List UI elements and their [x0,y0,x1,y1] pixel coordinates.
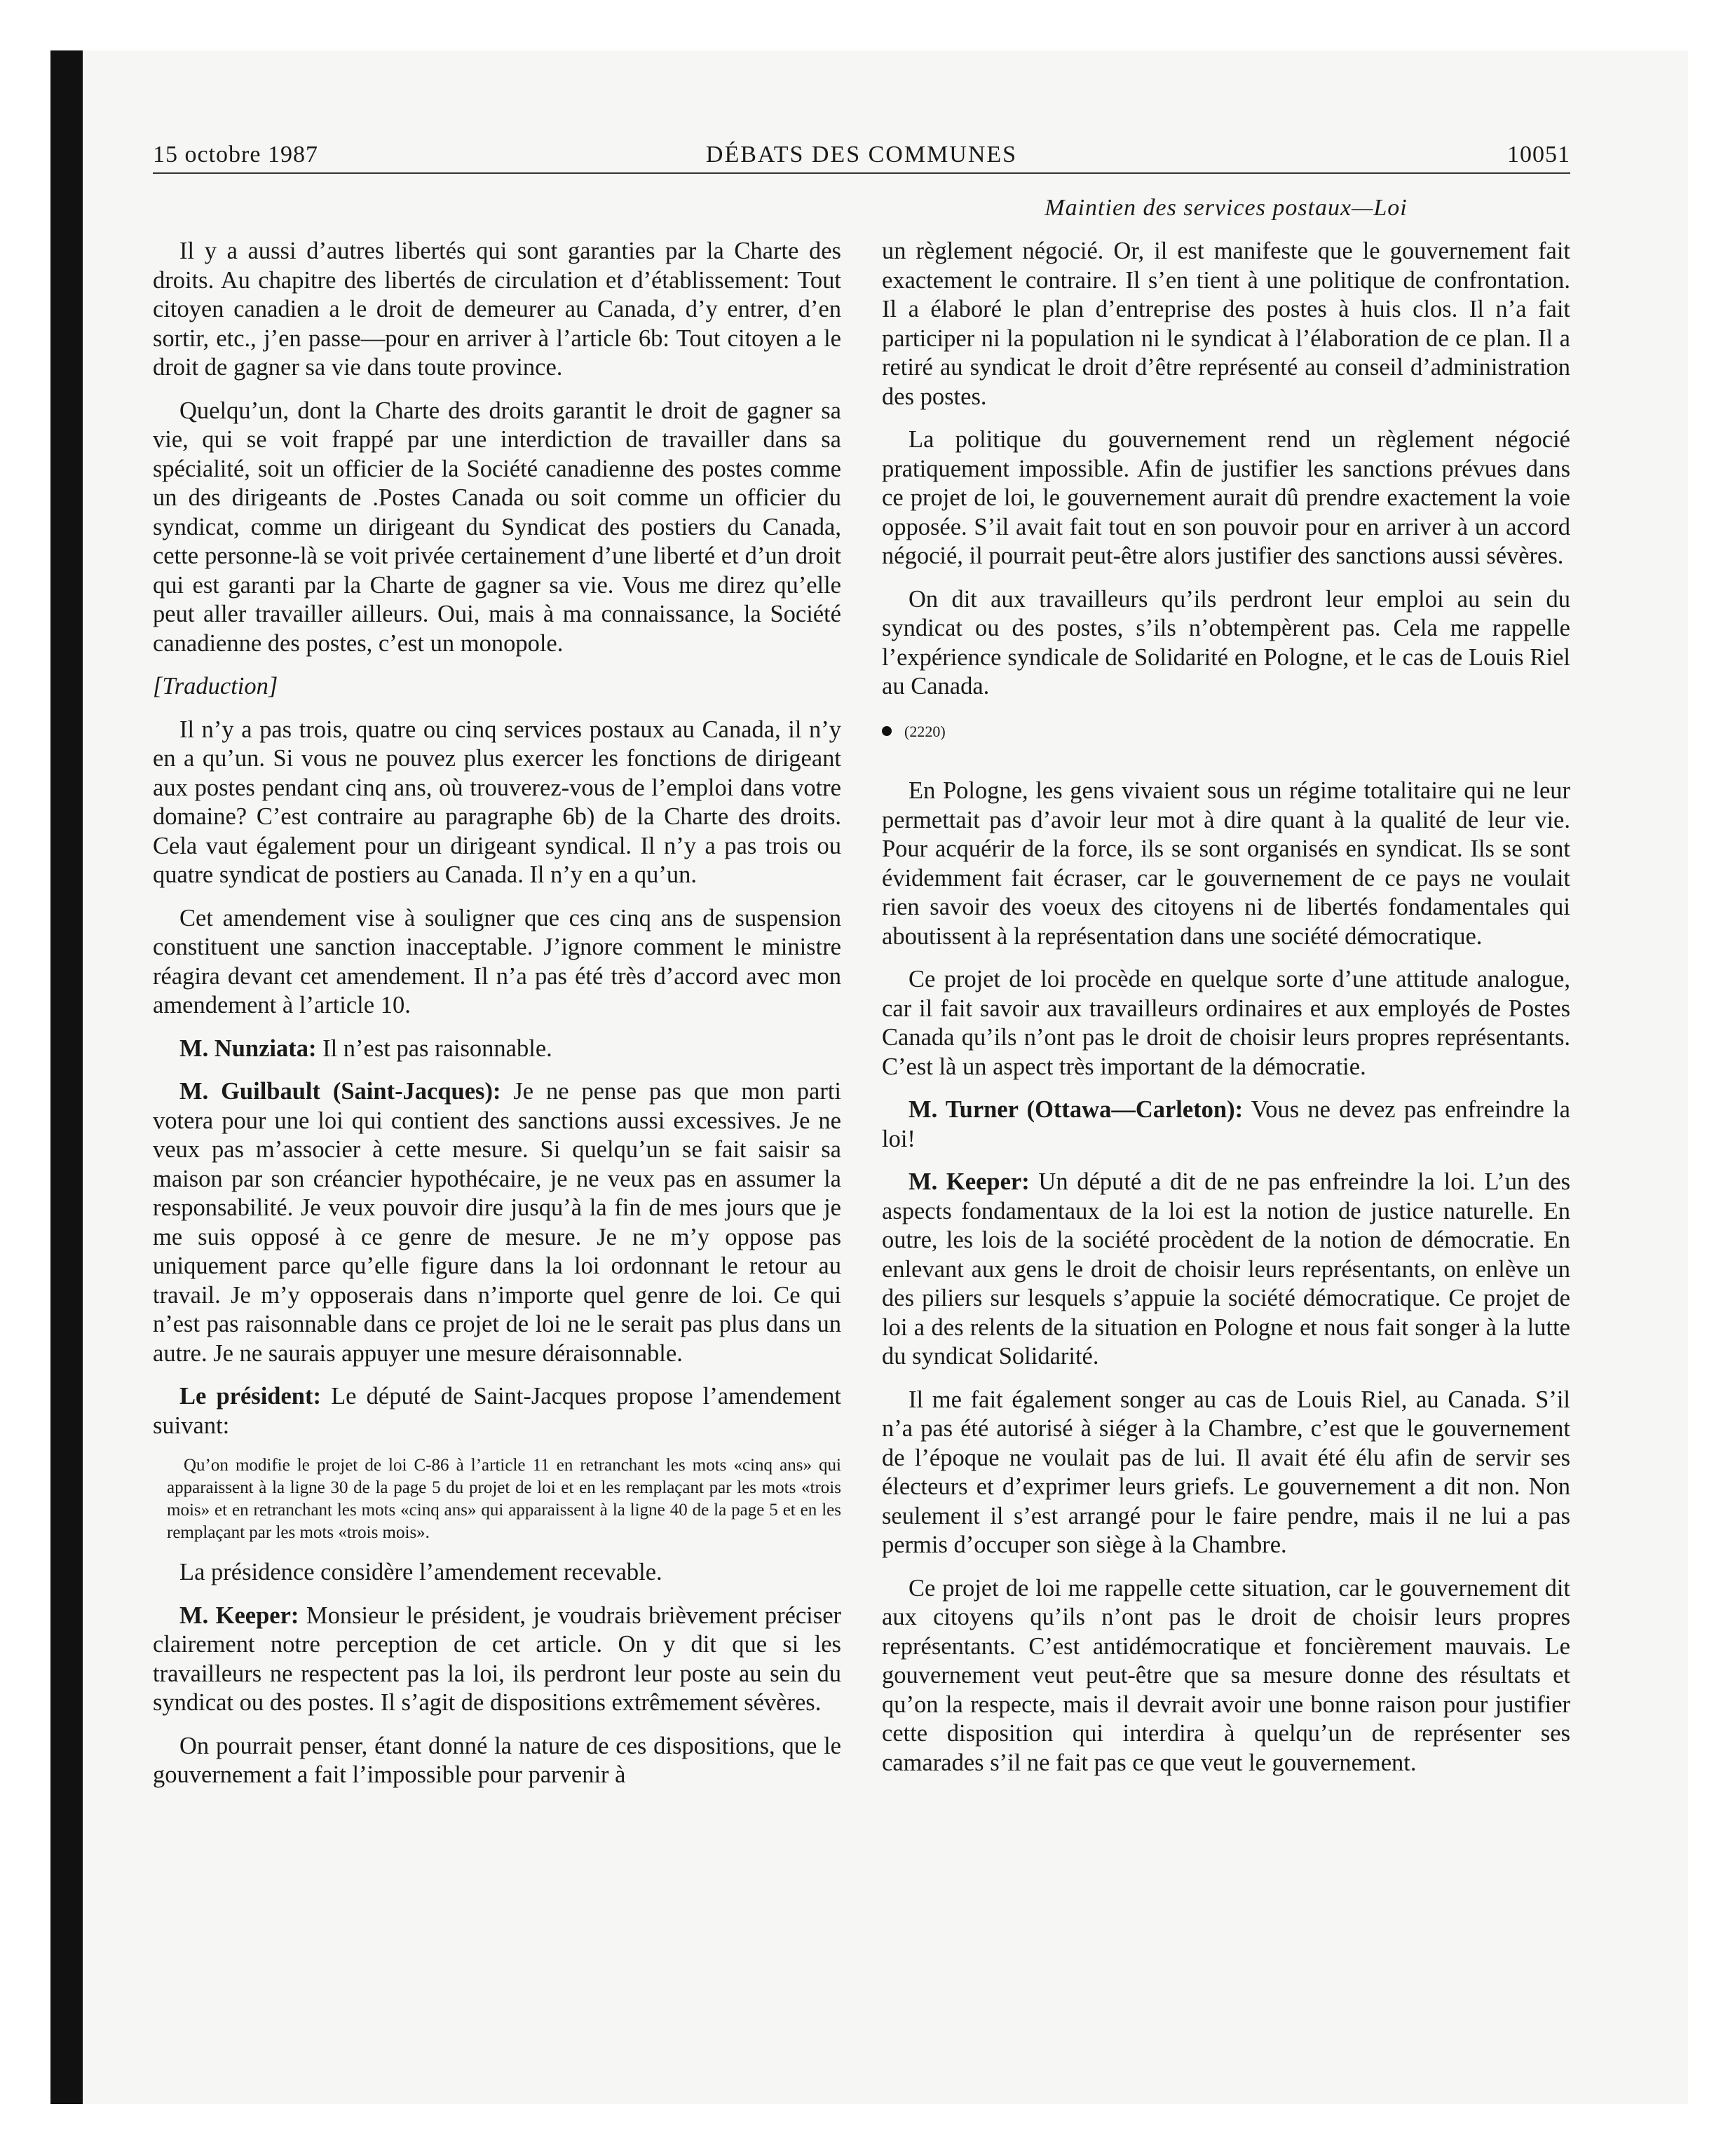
speech-guilbault [153,1077,841,1368]
speech-text: Le député de Saint-Jacques propose l’amendement suivant: [153,1383,841,1439]
page-header [153,139,1570,174]
paragraph: un règlement négocié. Or, il est manifeste que le gouvernement fait exactement le contraire. Il s’en tient à une politique de confrontation. Il a élaboré le plan d’entreprise des postes à huis clos. Il n’a fait participer ni la population ni le syndicat à l’élaboration de ce plan. Il a retiré au syndicat le droit d’être représenté au conseil d’administration des postes. [882,238,1570,410]
bullet-icon [882,726,892,736]
speaker-name: M. Keeper: [909,1168,1030,1195]
speaker-name: M. Keeper: [179,1602,299,1629]
paragraph: Il y a aussi d’autres libertés qui sont garanties par la Charte des droits. Au chapitre des libertés de circulation et d’établissement: Tout citoyen canadien a le droit de demeurer au Canada, d’y entrer, d’en sortir, etc., j’en passe—pour en arriver à l’article 6b: Tout citoyen a le droit de gagner sa vie dans toute province. [153,238,841,381]
scan-edge [50,50,83,2104]
speech-text: Un député a dit de ne pas enfreindre la loi. L’un des aspects fondamentaux de la loi est la notion de justice naturelle. En outre, les lois de la société procèdent de la notion de démocratie. En enlevant aux gens le droit de choisir leurs représentants, on enlève un des piliers sur lesquels s’appuie la société démocratique. Ce projet de loi a des relents de la situation en Pologne et nous fait songer à la lutte du syndicat Solidarité. [882,1168,1570,1370]
time-marker-text: (2220) [904,722,946,740]
paragraph: Ce projet de loi procède en quelque sorte d’une attitude analogue, car il fait savoir aux travailleurs ordinaires et aux employés de Postes Canada qu’ils n’ont pas le droit de choisir leurs propres représentants. C’est là un aspect très important de la démocratie. [882,966,1570,1080]
section-heading-traduction: [Traduction] [153,673,278,700]
speech-text: Il n’est pas raisonnable. [316,1035,552,1062]
paragraph: Ce projet de loi me rappelle cette situation, car le gouvernement dit aux citoyens qu’ils n’ont pas le droit de choisir leurs propres représentants. C’est antidémocratique et foncièrement mauvais. Le gouvernement veut peut-être que sa mesure donne des résultats et qu’on la respecte, mais il devrait avoir une bonne raison pour justifier cette disposition qui interdira à quelqu’un de représenter ses camarades s’il ne fait pas ce que veut le gouvernement. [882,1574,1570,1776]
speaker-name: M. Turner (Ottawa—Carleton): [909,1096,1244,1123]
paragraph: En Pologne, les gens vivaient sous un régime totalitaire qui ne leur permettait pas d’avoir leur mot à dire quant à la qualité de leur vie. Pour acquérir de la force, ils se sont organisés en syndicat. Ils se sont évidemment fait écraser, car le gouvernement de ce pays ne voulait rien savoir des voeux des citoyens ni de libertés fondamentales qui aboutissent à la représentation dans une société démocratique. [882,777,1570,950]
paragraph: La présidence considère l’amendement recevable. [179,1559,662,1585]
speech-text: Vous ne devez pas enfreindre la loi! [882,1096,1570,1152]
time-marker [882,717,1570,746]
amendment-quote: Qu’on modifie le projet de loi C-86 à l’article 11 en retranchant les mots «cinq ans» qui apparaissent à la ligne 30 de la page 5 du projet de loi et en les remplaçant par les mots «trois mois» et en retranchant les mots «cinq ans» qui apparaissent à la ligne 40 de la page 5 et en les remplaçant par les mots «trois mois». [167,1456,841,1542]
speaker-name: Le président: [179,1383,321,1410]
speech-turner [882,1096,1570,1154]
paragraph: On dit aux travailleurs qu’ils perdront leur emploi au sein du syndicat ou des postes, s’ils n’obtempèrent pas. Cela me rappelle l’expérience syndicale de Solidarité en Pologne, et le cas de Louis Riel au Canada. [882,585,1570,700]
speaker-name: M. Nunziata: [179,1035,317,1062]
speech-text: Monsieur le président, je voudrais brièvement préciser clairement notre perception de cet article. On y dit que si les travailleurs ne respectent pas la loi, ils perdront leur poste au sein du syndicat ou des postes. Il s’agit de dispositions extrêmement sévères. [153,1602,841,1716]
speech-nunziata [153,1035,841,1064]
header-date: 15 octobre 1987 [153,142,318,168]
left-column [153,237,841,1804]
right-column [882,237,1570,1792]
speaker-name: M. Guilbault (Saint-Jacques): [179,1078,501,1105]
paragraph: Cet amendement vise à souligner que ces cinq ans de suspension constituent une sanction inacceptable. J’ignore comment le ministre réagira devant cet amendement. Il n’a pas été très d’accord avec mon amendement à l’article 10. [153,904,841,1018]
header-title: DÉBATS DES COMMUNES [705,142,1018,168]
paragraph: Il me fait également songer au cas de Louis Riel, au Canada. S’il n’a pas été autorisé à siéger à la Chambre, c’est que le gouvernement de l’époque ne voulait pas de lui. Il avait été élu afin de servir ses électeurs et d’exprimer leurs griefs. Le gouvernement a dit non. Non seulement il s’est arrangé pour le faire pendre, mais il ne lui a pas permis d’occuper son siège à la Chambre. [882,1386,1570,1558]
header-page-number: 10051 [1507,142,1570,168]
speech-text: Je ne pense pas que mon parti votera pour une loi qui contient des sanctions aussi excessives. Je ne veux pas m’associer à cette mesure. Si quelqu’un se fait saisir sa maison par son créancier hypothécaire, je ne veux pas en assumer la responsabilité. Je veux pouvoir dire jusqu’à la fin de mes jours que je me suis opposé à ce genre de mesure. Je ne m’y oppose pas uniquement parce qu’elle figure dans la loi ordonnant le retour au travail. Je m’y opposerais dans n’importe quel genre de loi. Ce qui n’est pas raisonnable dans ce projet de loi ne le serait pas plus dans un autre. Je ne saurais appuyer une mesure déraisonnable. [153,1078,841,1367]
paragraph: La politique du gouvernement rend un règlement négocié pratiquement impossible. Afin de justifier les sanctions prévues dans ce projet de loi, le gouvernement aurait dû prendre exactement la voie opposée. S’il avait fait tout en son pouvoir pour en arriver à un accord négocié, il pourrait peut-être alors justifier des sanctions aussi sévères. [882,426,1570,569]
speech-keeper [153,1602,841,1718]
running-title: Maintien des services postaux—Loi [1045,195,1408,221]
paragraph: Il n’y a pas trois, quatre ou cinq services postaux au Canada, il n’y en a qu’un. Si vous ne pouvez plus exercer les fonctions de dirigeant aux postes pendant cinq ans, où trouverez-vous de l’emploi dans votre domaine? C’est contraire au paragraphe 6b) de la Charte des droits. Cela vaut également pour un dirigeant syndical. Il n’y a pas trois ou quatre syndicat de postiers au Canada. Il n’y en a qu’un. [153,716,841,888]
paragraph: On pourrait penser, étant donné la nature de ces dispositions, que le gouvernement a fait l’impossible pour parvenir à [153,1732,841,1788]
speech-president [153,1382,841,1440]
paragraph: Quelqu’un, dont la Charte des droits garantit le droit de gagner sa vie, qui se voit frappé par une interdiction de travailler dans sa spécialité, soit un officier de la Société canadienne des postes comme un des dirigeants de .Postes Canada ou soit comme un officier du syndicat, comme un dirigeant du Syndicat des postiers du Canada, cette personne-là se voit privée certainement d’une liberté et d’un droit qui est garanti par la Charte de gagner sa vie. Vous me direz qu’elle peut aller travailler ailleurs. Oui, mais à ma connaissance, la Société canadienne des postes, c’est un monopole. [153,397,841,657]
speech-keeper [882,1168,1570,1372]
